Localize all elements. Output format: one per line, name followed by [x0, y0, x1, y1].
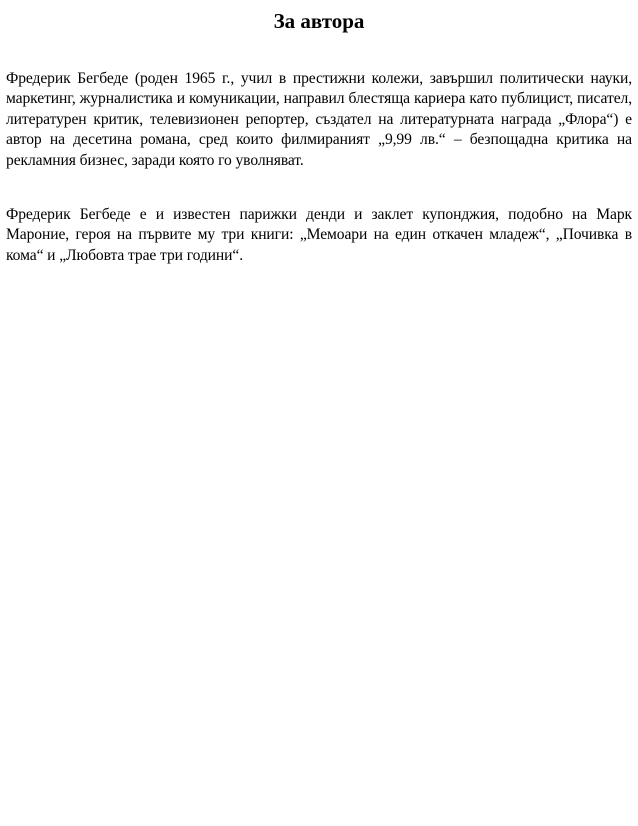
paragraph-biography: Фредерик Бегбеде (роден 1965 г., учил в престижни колежи, завършил политически науки, маркетинг, журналистика и комуникации, направил блестяща кариера като публицист, писател, литературен критик, телевизионен репортер, създател на литературната награда „Флора“) е автор на десетина романа, сред които филмираният „9,99 лв.“ – безпощадна критика на рекламния бизнес, заради която го уволняват.: [6, 70, 632, 169]
paragraph-dandy: Фредерик Бегбеде е и известен парижки денди и заклет купонджия, подобно на Марк Мароние, героя на първите му три книги: „Мемоари на един откачен младеж“, „Почивка в кома“ и „Любовта трае три години“.: [6, 206, 632, 264]
page-title: За автора: [273, 9, 365, 33]
